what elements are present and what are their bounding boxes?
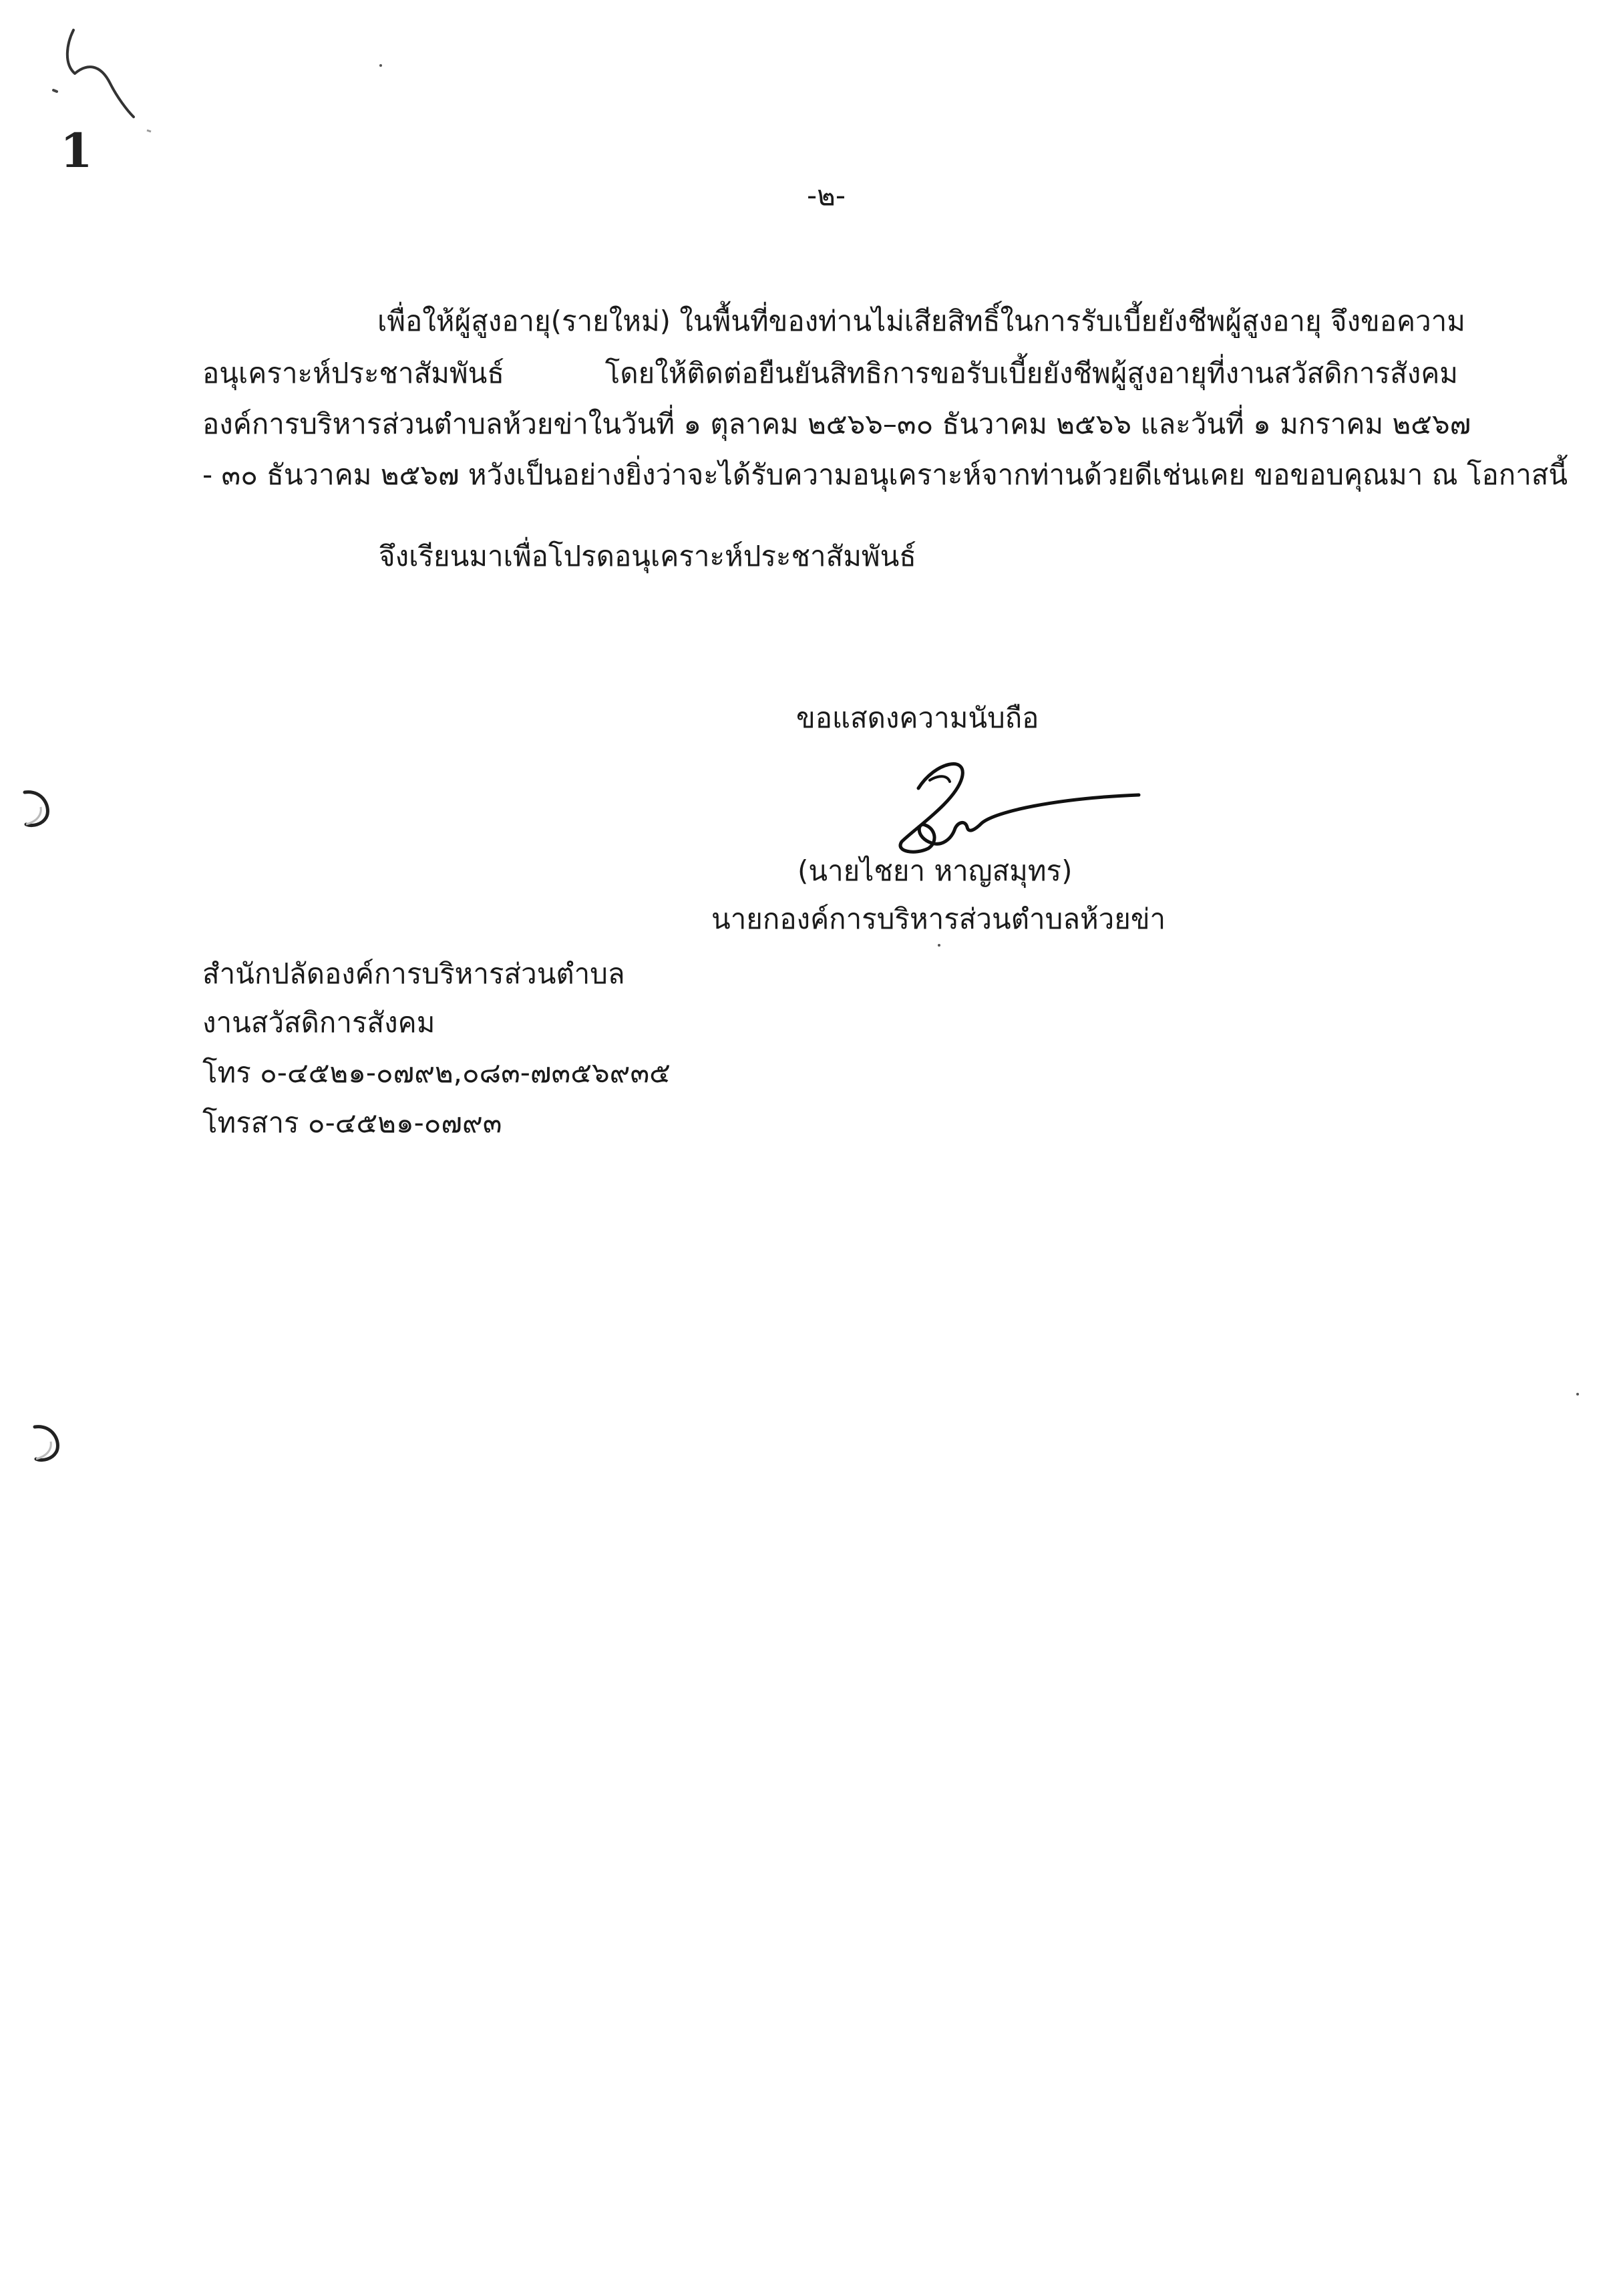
body-paragraph-line: อนุเคราะห์ประชาสัมพันธ์ โดยให้ติดต่อยืนยันสิทธิการขอรับเบี้ยยังชีพผู้สูงอายุที่งานสวัสดิการสังคม — [202, 357, 1458, 389]
body-paragraph-line: องค์การบริหารส่วนตำบลห้วยข่าในวันที่ ๑ ตุลาคม ๒๕๖๖–๓๐ ธันวาคม ๒๕๖๖ และวันที่ ๑ มกราคม ๒๕๖๗ — [202, 407, 1471, 440]
signer-name: (นายไชยา หาญสมุทร) — [797, 854, 1073, 887]
contact-fax: โทรสาร ๐-๔๕๒๑-๐๗๙๓ — [202, 1106, 502, 1139]
contact-office: สำนักปลัดองค์การบริหารส่วนตำบล — [202, 957, 625, 990]
signer-position: นายกองค์การบริหารส่วนตำบลห้วยข่า — [711, 903, 1166, 935]
scan-speck — [1576, 1393, 1579, 1396]
scan-speck — [379, 64, 382, 67]
punch-hole-icon — [27, 1423, 67, 1463]
corner-handwritten-mark — [27, 17, 174, 170]
corner-number: 1 — [60, 123, 93, 170]
request-line: จึงเรียนมาเพื่อโปรดอนุเคราะห์ประชาสัมพันธ์ — [379, 540, 916, 572]
scan-speck — [938, 944, 940, 947]
page-number: -๒- — [807, 179, 846, 212]
body-paragraph-line: เพื่อให้ผู้สูงอายุ(รายใหม่) ในพื้นที่ของท่านไม่เสียสิทธิ์ในการรับเบี้ยยังชีพผู้สูงอายุ จึงขอความ — [377, 305, 1465, 337]
punch-hole-icon — [17, 788, 57, 828]
contact-division: งานสวัสดิการสังคม — [202, 1006, 435, 1039]
handwritten-signature — [888, 748, 1155, 868]
closing-salutation: ขอแสดงความนับถือ — [796, 701, 1039, 734]
body-paragraph-line: - ๓๐ ธันวาคม ๒๕๖๗ หวังเป็นอย่างยิ่งว่าจะได้รับความอนุเคราะห์จากท่านด้วยดีเช่นเคย ขอขอบคุณมา ณ โอกาสนี้ — [202, 458, 1568, 491]
contact-phone: โทร ๐-๔๕๒๑-๐๗๙๒,๐๘๓-๗๓๕๖๙๓๕ — [202, 1056, 671, 1089]
